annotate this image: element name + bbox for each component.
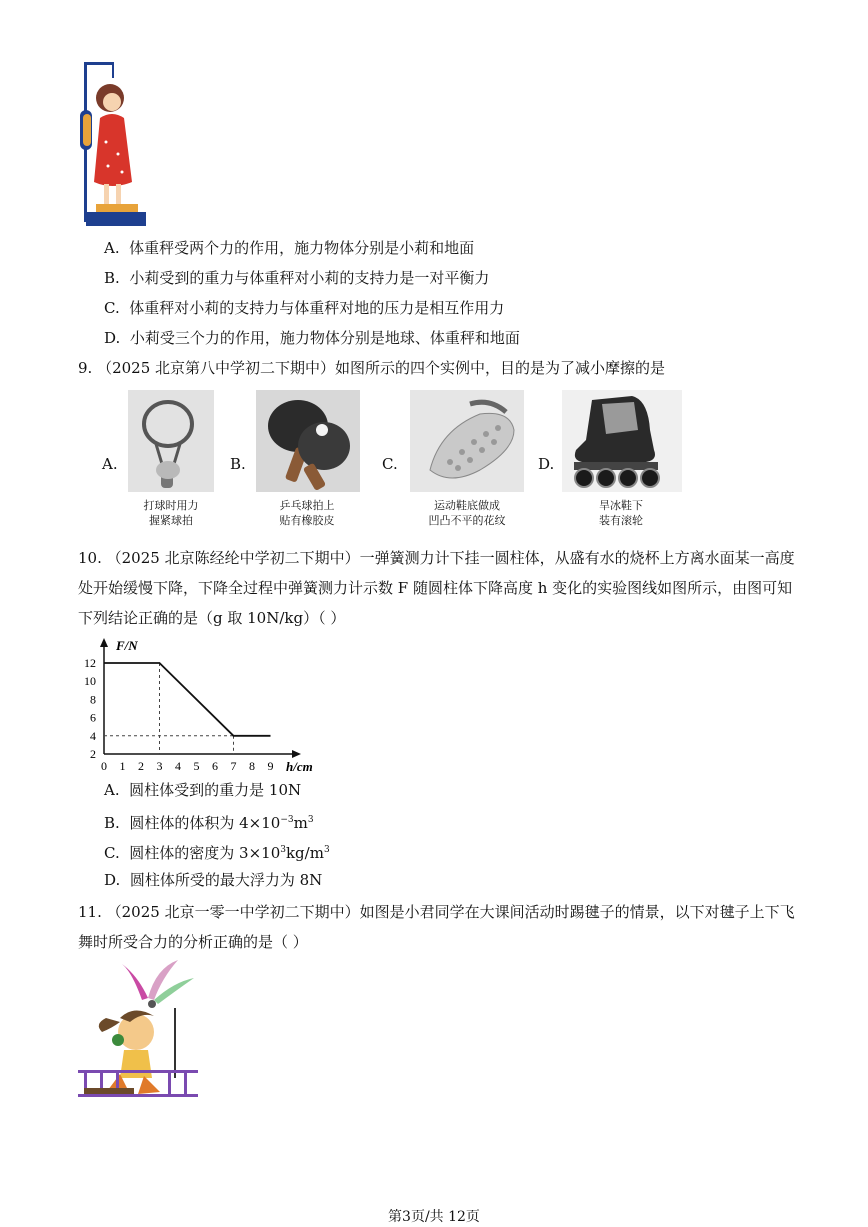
q9-option-c-label[interactable]: C. [382,455,398,473]
x-tick-label: 6 [212,759,218,773]
option-label: C. [104,844,120,862]
option-text: 小莉受到的重力与体重秤对小莉的支持力是一对平衡力 [129,269,490,287]
option-text: 圆柱体的体积为 4×10 [129,814,281,832]
q10-stem-line-3: 下列结论正确的是（g 取 10N/kg）（ ） [78,609,346,627]
caption-line: 贴有橡胶皮 [279,514,335,527]
y-tick-label: 6 [90,710,96,725]
roller-skate-photo [562,390,682,492]
shuttlecock-kicking-cartoon [78,958,200,1102]
force-height-chart [74,636,336,776]
caption-line: 装有滚轮 [599,514,643,527]
q8-option-b[interactable] [104,268,489,288]
girl-on-scale-figure [78,62,150,230]
option-label: D. [104,329,121,347]
option-label: A. [104,239,120,257]
x-tick-label: 4 [175,759,181,773]
q10-stem-line-1: 10. （2025 北京陈经纶中学初二下期中）一弹簧测力计下挂一圆柱体，从盛有水的烧杯上方离水面某一高度 [78,549,795,567]
tennis-racket-photo [128,390,214,492]
chart-series [104,663,271,736]
x-tick-label: 2 [138,759,144,773]
option-text: 体重秤受两个力的作用，施力物体分别是小莉和地面 [129,239,475,257]
unit: kg/m [285,844,324,862]
q10-stem-line-2: 处开始缓慢下降，下降全过程中弹簧测力计示数 F 随圆柱体下降高度 h 变化的实验图线如图所示，由图可知 [78,579,793,597]
y-tick-label: 4 [90,728,96,743]
y-tick-label: 12 [84,656,96,670]
option-label: C. [104,299,120,317]
q10-option-b[interactable] [104,810,314,833]
q9-option-c-caption [412,498,522,528]
q8-option-a[interactable] [104,238,474,258]
exponent: 3 [323,845,330,855]
q10-option-d[interactable] [104,870,322,890]
q9-option-d-caption [566,498,676,528]
y-axis-arrow [100,638,108,647]
page-footer: 第3页/共 12页 [388,1209,480,1225]
option-label: B. [104,269,120,287]
q10-option-a[interactable] [104,780,301,800]
sneaker-sole-photo [410,390,524,492]
q11-stem-line-1: 11. （2025 北京一零一中学初二下期中）如图是小君同学在大课间活动时踢毽子的情景，以下对毽子上下飞 [78,903,795,921]
chart-guides [104,663,234,754]
q9-option-d-label[interactable]: D. [538,455,555,473]
option-text: 圆柱体的密度为 3×10 [129,844,281,862]
option-text: 圆柱体所受的最大浮力为 8N [129,871,323,889]
x-tick-label: 3 [156,759,163,773]
x-axis-label: h/cm [286,759,313,774]
x-tick-label: 8 [249,759,255,773]
x-axis-arrow [292,750,301,758]
caption-line: 旱冰鞋下 [599,499,643,512]
q9-option-a-label[interactable]: A. [102,455,118,473]
option-label: B. [104,814,120,832]
chart-ticks [84,656,274,773]
option-text: 小莉受三个力的作用，施力物体分别是地球、体重秤和地面 [129,329,520,347]
q8-option-c[interactable] [104,298,504,318]
x-tick-label: 1 [119,759,126,773]
caption-line: 凹凸不平的花纹 [428,514,506,527]
x-tick-label: 9 [267,759,274,773]
option-label: D. [104,871,121,889]
q8-option-d[interactable] [104,328,520,348]
q10-option-c[interactable] [104,840,330,863]
y-tick-label: 10 [84,674,96,689]
caption-line: 运动鞋底做成 [434,499,500,512]
exponent: −3 [280,815,294,825]
exponent: 3 [307,815,314,825]
caption-line: 打球时用力 [143,499,199,512]
caption-line: 乒乓球拍上 [279,499,335,512]
unit: m [293,814,308,832]
q9-option-a-caption [116,498,226,528]
x-tick-label: 5 [193,759,200,773]
exponent: 3 [280,845,286,855]
q9-option-b-label[interactable]: B. [230,455,246,473]
option-text: 体重秤对小莉的支持力与体重秤对地的压力是相互作用力 [129,299,505,317]
y-tick-label: 8 [90,692,96,707]
q11-stem-line-2: 舞时所受合力的分析正确的是（ ） [78,933,308,951]
chart-axes [100,638,301,758]
option-label: A. [104,781,120,799]
force-curve [104,663,271,736]
y-axis-label: F/N [116,638,138,653]
ping-pong-paddle-photo [256,390,360,492]
y-tick-label: 2 [90,747,96,761]
option-text: 圆柱体受到的重力是 10N [129,781,302,799]
caption-line: 握紧球拍 [149,514,193,527]
q9-option-b-caption [252,498,362,528]
x-tick-label: 7 [230,759,237,773]
q9-stem: 9. （2025 北京第八中学初二下期中）如图所示的四个实例中，目的是为了减小摩擦的是 [78,359,666,377]
x-tick-label: 0 [101,759,107,773]
